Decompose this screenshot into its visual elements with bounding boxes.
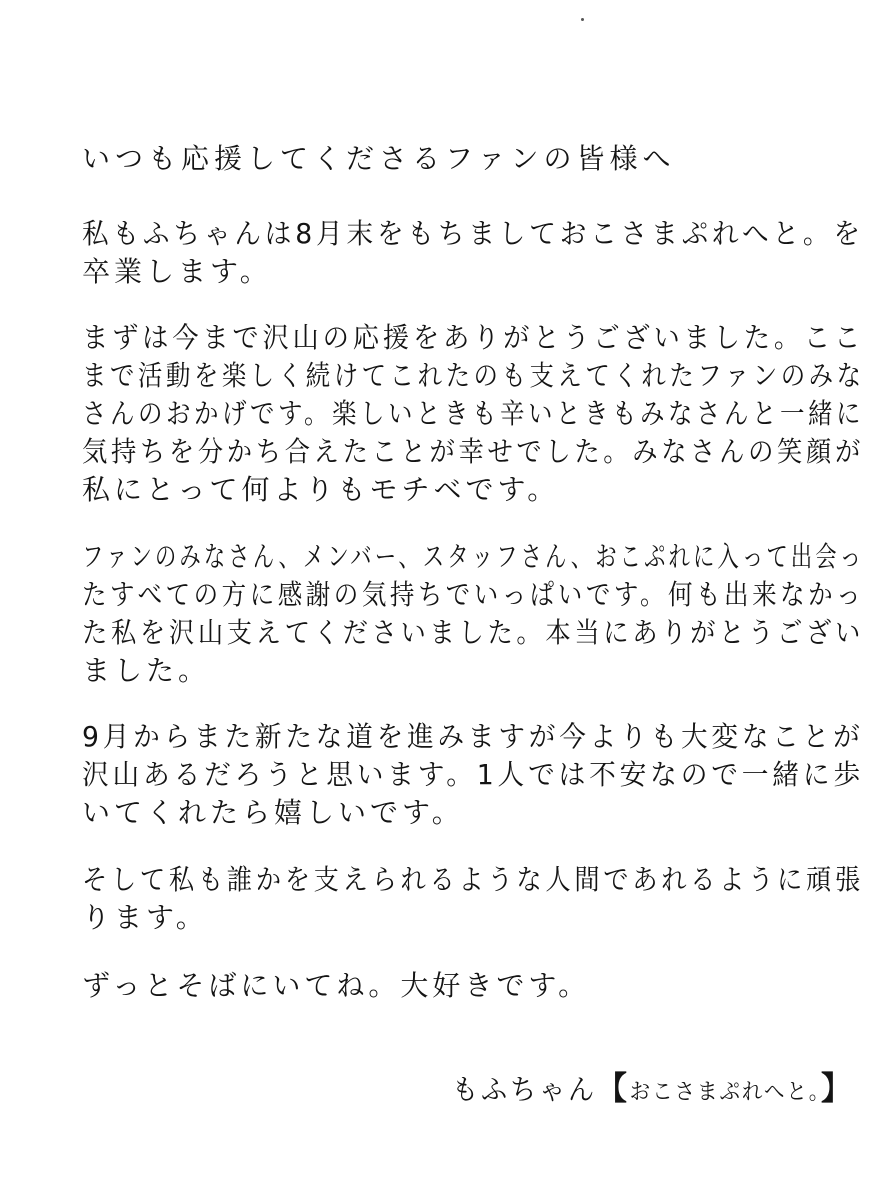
signature-bracket-close: 】 <box>820 1069 854 1107</box>
letter-line: ります。 <box>82 901 208 934</box>
signature-name: もふちゃん <box>452 1073 597 1106</box>
letter-line: ました。 <box>82 654 211 687</box>
letter-line: いてくれたら嬉しいです。 <box>82 796 464 829</box>
letter-line: さんのおかげです。楽しいときも辛いときもみなさんと一緒に <box>82 397 865 430</box>
letter-line: たすべての方に感謝の気持ちでいっぱいです。何も出来なかっ <box>82 578 865 611</box>
letter-line: 卒業します。 <box>82 255 272 288</box>
letter-line: 私にとって何よりもモチベです。 <box>82 473 560 506</box>
letter-line: そして私も誰かを支えられるような人間であれるように頑張 <box>82 863 864 896</box>
letter-line: 沢山あるだろうと思います。1人では不安なので一緒に歩 <box>82 758 864 791</box>
letter-line: た私を沢山支えてくださいました。本当にありがとうござい <box>82 616 864 649</box>
paper-speck <box>581 18 584 21</box>
letter-greeting: いつも応援してくださるファンの皆様へ <box>82 142 676 175</box>
letter-line: 気持ちを分かち合えたことが幸せでした。みなさんの笑顔が <box>82 435 864 468</box>
signature-bracket-open: 【 <box>596 1069 630 1107</box>
letter-line: 9月からまた新たな道を進みますが今よりも大変なことが <box>82 720 864 753</box>
letter-signature <box>452 1068 854 1113</box>
letter-line: まで活動を楽しく続けてこれたのも支えてくれたファンのみな <box>82 359 865 392</box>
letter-line: ファンのみなさん、メンバー、スタッフさん、おこぷれに入って出会っ <box>82 540 865 573</box>
signature-group-name: おこさまぷれへと。 <box>629 1080 821 1105</box>
letter-line: 私もふちゃんは8月末をもちましておこさまぷれへと。を <box>82 217 864 250</box>
letter-line: ずっとそばにいてね。大好きです。 <box>82 969 591 1002</box>
letter-line: まずは今まで沢山の応援をありがとうございました。ここ <box>82 321 865 354</box>
